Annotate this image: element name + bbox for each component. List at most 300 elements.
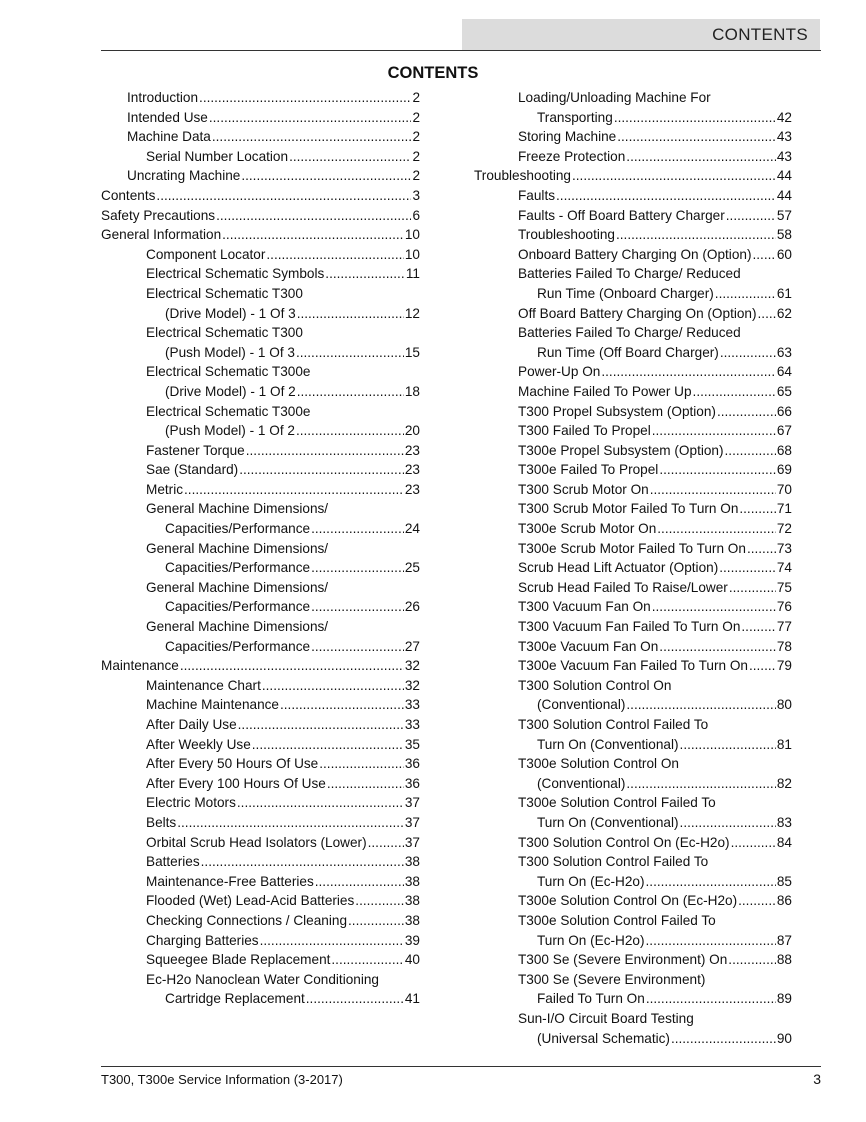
toc-entry[interactable] — [474, 362, 792, 382]
toc-entry-title: Troubleshooting — [518, 227, 615, 243]
toc-entry[interactable] — [101, 793, 420, 813]
toc-leader-dots — [297, 382, 404, 402]
toc-leader-dots — [311, 637, 404, 657]
toc-entry-title: Scrub Head Lift Actuator (Option) — [518, 560, 719, 576]
toc-entry[interactable] — [474, 950, 792, 970]
toc-entry[interactable] — [474, 911, 792, 931]
toc-entry-page: 25 — [404, 560, 420, 576]
toc-entry-page: 37 — [404, 814, 420, 830]
toc-entry[interactable] — [474, 382, 792, 402]
toc-entry-title: General Machine Dimensions/ — [146, 619, 329, 635]
toc-entry[interactable] — [101, 637, 420, 657]
toc-entry-title: Capacities/Performance — [165, 560, 311, 576]
toc-leader-dots — [216, 206, 411, 226]
toc-leader-dots — [572, 166, 776, 186]
toc-entry[interactable] — [474, 127, 792, 147]
toc-leader-dots — [657, 519, 776, 539]
toc-entry[interactable] — [101, 402, 420, 422]
header-label: CONTENTS — [712, 25, 808, 44]
toc-entry[interactable] — [474, 480, 792, 500]
toc-entry-page: 77 — [776, 619, 792, 635]
toc-entry-title: Charging Batteries — [146, 932, 259, 948]
toc-leader-dots — [180, 656, 404, 676]
toc-entry-page: 81 — [776, 736, 792, 752]
toc-entry[interactable] — [474, 813, 792, 833]
toc-entry-title: After Daily Use — [146, 717, 237, 732]
toc-entry-page: 84 — [776, 834, 792, 850]
toc-entry-title: Power-Up On — [518, 364, 601, 380]
toc-entry-page: 41 — [404, 991, 420, 1007]
toc-entry-page: 2 — [412, 109, 420, 125]
toc-leader-dots — [289, 147, 411, 167]
toc-entry[interactable] — [474, 833, 792, 853]
toc-entry-title: Batteries — [146, 854, 200, 870]
toc-entry-title: Flooded (Wet) Lead-Acid Batteries — [146, 893, 355, 909]
toc-entry-page: 35 — [404, 736, 420, 752]
toc-entry[interactable] — [101, 989, 420, 1009]
toc-entry-page: 38 — [404, 854, 420, 870]
toc-entry[interactable] — [474, 1029, 792, 1049]
toc-leader-dots — [212, 127, 412, 147]
toc-entry-title: Scrub Head Failed To Raise/Lower — [518, 579, 728, 595]
toc-entry[interactable] — [474, 617, 792, 637]
toc-entry[interactable] — [101, 362, 420, 382]
toc-entry-title: Turn On (Conventional) — [537, 736, 679, 752]
toc-leader-dots — [749, 656, 776, 676]
toc-leader-dots — [368, 833, 404, 853]
toc-entry-title: Loading/Unloading Machine For — [518, 90, 711, 105]
toc-entry-page: 89 — [776, 991, 792, 1007]
toc-entry-page: 75 — [776, 579, 792, 595]
toc-entry[interactable] — [101, 245, 420, 265]
toc-leader-dots — [311, 519, 404, 539]
toc-leader-dots — [739, 499, 776, 519]
toc-entry-title: Electrical Schematic T300e — [146, 364, 311, 380]
toc-entry-page: 23 — [404, 462, 420, 478]
toc-entry-page: 11 — [405, 266, 420, 282]
toc-entry-title: (Conventional) — [537, 775, 626, 791]
toc-entry-page: 23 — [404, 481, 420, 497]
toc-entry[interactable] — [101, 891, 420, 911]
toc-entry[interactable] — [474, 970, 792, 990]
toc-entry[interactable] — [474, 774, 792, 794]
toc-entry-title: Electrical Schematic T300 — [146, 285, 303, 301]
toc-leader-dots — [325, 264, 405, 284]
toc-entry-title: T300e Scrub Motor On — [518, 521, 657, 537]
toc-entry-title: Orbital Scrub Head Isolators (Lower) — [146, 834, 367, 850]
toc-entry-title: Capacities/Performance — [165, 521, 311, 537]
toc-entry-title: After Every 100 Hours Of Use — [146, 775, 326, 791]
toc-entry[interactable] — [101, 872, 420, 892]
toc-entry-title: Maintenance — [101, 658, 179, 674]
toc-leader-dots — [311, 597, 404, 617]
toc-entry[interactable] — [474, 166, 792, 186]
toc-entry[interactable] — [101, 656, 420, 676]
toc-leader-dots — [731, 833, 776, 853]
toc-entry-title: Ec-H2o Nanoclean Water Conditioning — [146, 971, 379, 987]
toc-entry[interactable] — [474, 872, 792, 892]
toc-entry[interactable] — [474, 735, 792, 755]
toc-entry-title: T300 Solution Control Failed To — [518, 854, 709, 870]
toc-entry-page: 63 — [776, 344, 792, 360]
toc-entry[interactable] — [474, 578, 792, 598]
toc-entry-title: Contents — [101, 187, 156, 203]
toc-entry-page: 88 — [776, 952, 792, 968]
toc-entry-page: 33 — [404, 717, 420, 732]
toc-entry-title: T300 Scrub Motor Failed To Turn On — [518, 501, 739, 517]
toc-entry-title: T300e Vacuum Fan On — [518, 638, 659, 654]
toc-leader-dots — [725, 441, 776, 461]
toc-leader-dots — [209, 108, 412, 128]
toc-entry-title: Freeze Protection — [518, 148, 626, 164]
toc-entry-page: 23 — [404, 442, 420, 458]
toc-entry-page: 36 — [404, 775, 420, 791]
toc-entry[interactable] — [474, 793, 792, 813]
toc-entry[interactable] — [474, 264, 792, 284]
toc-entry[interactable] — [101, 284, 420, 304]
toc-leader-dots — [726, 206, 776, 226]
toc-entry[interactable] — [101, 460, 420, 480]
toc-entry[interactable] — [101, 147, 420, 167]
toc-entry[interactable] — [474, 519, 792, 539]
toc-entry-page: 2 — [412, 129, 420, 145]
toc-entry[interactable] — [101, 421, 420, 441]
toc-entry[interactable] — [474, 695, 792, 715]
toc-entry-title: (Universal Schematic) — [537, 1030, 670, 1046]
toc-entry[interactable] — [101, 578, 420, 598]
toc-entry-title: General Machine Dimensions/ — [146, 540, 329, 556]
toc-entry[interactable] — [474, 304, 792, 324]
toc-entry[interactable] — [101, 539, 420, 559]
footer-rule — [101, 1066, 821, 1067]
toc-entry[interactable] — [101, 127, 420, 147]
page-title: CONTENTS — [387, 64, 479, 82]
toc-entry-page: 74 — [776, 560, 792, 576]
toc-leader-dots — [650, 480, 776, 500]
toc-entry-page: 40 — [404, 952, 420, 968]
toc-entry-title: Storing Machine — [518, 129, 617, 145]
toc-entry[interactable] — [101, 343, 420, 363]
toc-leader-dots — [252, 735, 404, 755]
toc-entry-title: T300 Scrub Motor On — [518, 481, 649, 497]
toc-entry-title: (Drive Model) - 1 Of 3 — [165, 305, 296, 321]
toc-leader-dots — [199, 88, 411, 108]
toc-entry[interactable] — [101, 852, 420, 872]
toc-entry-title: After Every 50 Hours Of Use — [146, 756, 319, 772]
toc-entry-title: T300 Vacuum Fan Failed To Turn On — [518, 619, 741, 635]
toc-entry[interactable] — [474, 1009, 792, 1029]
toc-entry[interactable] — [474, 147, 792, 167]
toc-entry[interactable] — [101, 754, 420, 774]
toc-entry[interactable] — [101, 911, 420, 931]
toc-leader-dots — [614, 108, 776, 128]
toc-entry-page: 2 — [412, 90, 420, 105]
toc-entry[interactable] — [101, 813, 420, 833]
toc-entry-title: (Drive Model) - 1 Of 2 — [165, 383, 296, 399]
toc-leader-dots — [280, 695, 404, 715]
toc-entry-page: 65 — [776, 383, 792, 399]
toc-entry-title: Metric — [146, 481, 184, 497]
toc-entry-page: 73 — [776, 540, 792, 556]
toc-entry[interactable] — [101, 931, 420, 951]
toc-entry[interactable] — [101, 186, 420, 206]
toc-leader-dots — [556, 186, 776, 206]
toc-entry-title: Fastener Torque — [146, 442, 245, 458]
toc-leader-dots — [626, 695, 775, 715]
toc-entry-page: 80 — [776, 697, 792, 713]
toc-entry-page: 83 — [776, 814, 792, 830]
toc-entry-title: Intended Use — [127, 109, 208, 125]
toc-leader-dots — [296, 343, 404, 363]
toc-entry[interactable] — [474, 88, 792, 108]
toc-leader-dots — [266, 245, 403, 265]
toc-leader-dots — [241, 166, 411, 186]
toc-leader-dots — [729, 578, 776, 598]
toc-entry-title: T300e Propel Subsystem (Option) — [518, 442, 724, 458]
toc-entry-title: Belts — [146, 814, 177, 830]
toc-entry-title: Off Board Battery Charging On (Option) — [518, 305, 757, 321]
toc-leader-dots — [260, 931, 404, 951]
toc-entry[interactable] — [101, 597, 420, 617]
toc-leader-dots — [238, 715, 404, 735]
toc-leader-dots — [306, 989, 404, 1009]
toc-leader-dots — [652, 597, 776, 617]
toc-entry[interactable] — [101, 519, 420, 539]
toc-entry-page: 44 — [776, 187, 792, 203]
toc-leader-dots — [717, 402, 776, 422]
toc-leader-dots — [741, 617, 775, 637]
toc-entry-page: 24 — [404, 521, 420, 537]
toc-entry[interactable] — [474, 539, 792, 559]
toc-leader-dots — [646, 872, 776, 892]
toc-entry-page: 72 — [776, 521, 792, 537]
toc-leader-dots — [752, 245, 775, 265]
toc-entry-page: 10 — [404, 227, 420, 243]
toc-leader-dots — [297, 304, 404, 324]
toc-leader-dots — [720, 343, 776, 363]
toc-entry[interactable] — [474, 558, 792, 578]
toc-entry[interactable] — [101, 676, 420, 696]
toc-entry-title: Onboard Battery Charging On (Option) — [518, 246, 752, 262]
toc-right-column — [474, 88, 792, 1048]
toc-entry[interactable] — [101, 774, 420, 794]
toc-entry[interactable] — [101, 558, 420, 578]
toc-leader-dots — [758, 304, 776, 324]
toc-entry-title: T300 Solution Control On (Ec-H2o) — [518, 834, 730, 850]
toc-leader-dots — [693, 382, 776, 402]
toc-entry-title: Machine Maintenance — [146, 697, 279, 713]
toc-entry-title: T300e Solution Control On (Ec-H2o) — [518, 893, 738, 909]
toc-leader-dots — [311, 558, 404, 578]
toc-entry-page: 90 — [776, 1030, 792, 1046]
toc-entry[interactable] — [101, 833, 420, 853]
toc-entry[interactable] — [474, 284, 792, 304]
toc-entry-title: T300e Solution Control Failed To — [518, 912, 716, 928]
toc-entry-title: Capacities/Performance — [165, 599, 311, 615]
toc-entry[interactable] — [474, 323, 792, 343]
toc-leader-dots — [184, 480, 404, 500]
toc-leader-dots — [222, 225, 404, 245]
toc-entry[interactable] — [474, 402, 792, 422]
toc-entry-page: 26 — [404, 599, 420, 615]
toc-entry[interactable] — [474, 597, 792, 617]
toc-leader-dots — [626, 774, 775, 794]
toc-leader-dots — [747, 539, 776, 559]
toc-entry-title: Faults — [518, 187, 556, 203]
toc-leader-dots — [331, 950, 403, 970]
toc-leader-dots — [177, 813, 404, 833]
toc-entry[interactable] — [474, 989, 792, 1009]
toc-entry[interactable] — [101, 382, 420, 402]
toc-entry[interactable] — [101, 108, 420, 128]
toc-entry-title: Turn On (Ec-H2o) — [537, 932, 645, 948]
toc-entry-title: Maintenance Chart — [146, 677, 261, 693]
toc-entry[interactable] — [101, 950, 420, 970]
toc-entry[interactable] — [474, 441, 792, 461]
toc-leader-dots — [659, 637, 776, 657]
toc-entry-title: Serial Number Location — [146, 148, 289, 164]
toc-leader-dots — [239, 460, 404, 480]
toc-entry-title: Troubleshooting — [474, 168, 571, 184]
toc-entry[interactable] — [474, 637, 792, 657]
toc-entry[interactable] — [474, 421, 792, 441]
toc-entry-title: T300 Vacuum Fan On — [518, 599, 651, 615]
toc-entry-page: 32 — [404, 677, 420, 693]
toc-entry-page: 2 — [412, 148, 420, 164]
toc-entry[interactable] — [474, 852, 792, 872]
toc-entry[interactable] — [474, 715, 792, 735]
toc-entry[interactable] — [474, 245, 792, 265]
toc-entry-page: 61 — [776, 285, 792, 301]
toc-entry[interactable] — [101, 166, 420, 186]
toc-entry-page: 67 — [776, 423, 792, 439]
toc-entry-title: T300 Failed To Propel — [518, 423, 651, 439]
toc-entry[interactable] — [101, 480, 420, 500]
toc-leader-dots — [156, 186, 411, 206]
toc-entry[interactable] — [101, 695, 420, 715]
toc-entry[interactable] — [101, 617, 420, 637]
toc-leader-dots — [355, 891, 404, 911]
toc-entry-title: Run Time (Off Board Charger) — [537, 344, 719, 360]
toc-leader-dots — [646, 989, 776, 1009]
toc-leader-dots — [327, 774, 404, 794]
toc-leader-dots — [246, 441, 404, 461]
toc-entry-title: Turn On (Conventional) — [537, 814, 679, 830]
toc-entry-page: 87 — [776, 932, 792, 948]
toc-entry[interactable] — [474, 225, 792, 245]
toc-entry-title: (Push Model) - 1 Of 2 — [165, 423, 295, 439]
toc-entry[interactable] — [101, 206, 420, 226]
toc-leader-dots — [659, 460, 776, 480]
toc-entry-title: Turn On (Ec-H2o) — [537, 873, 645, 889]
toc-leader-dots — [296, 421, 404, 441]
toc-entry-page: 78 — [776, 638, 792, 654]
toc-entry-title: T300 Se (Severe Environment) On — [518, 952, 728, 968]
toc-entry-page: 66 — [776, 403, 792, 419]
toc-entry[interactable] — [101, 715, 420, 735]
toc-entry-page: 60 — [776, 246, 792, 262]
toc-entry-title: (Conventional) — [537, 697, 626, 713]
toc-entry[interactable] — [101, 264, 420, 284]
toc-entry-title: T300 Se (Severe Environment) — [518, 971, 706, 987]
toc-leader-dots — [626, 147, 776, 167]
toc-entry[interactable] — [101, 735, 420, 755]
footer-doc-info: T300, T300e Service Information (3-2017) — [101, 1072, 343, 1087]
toc-entry-title: Uncrating Machine — [127, 168, 241, 184]
toc-entry[interactable] — [474, 676, 792, 696]
toc-entry-title: T300e Vacuum Fan Failed To Turn On — [518, 658, 748, 674]
toc-entry-title: Failed To Turn On — [537, 991, 645, 1007]
toc-entry-title: Machine Failed To Power Up — [518, 383, 692, 399]
toc-entry-page: 37 — [404, 834, 420, 850]
toc-entry-title: Run Time (Onboard Charger) — [537, 285, 714, 301]
toc-entry[interactable] — [474, 656, 792, 676]
page-number: 3 — [813, 1071, 821, 1087]
toc-entry-title: Electrical Schematic T300e — [146, 403, 311, 419]
toc-entry-page: 18 — [404, 383, 420, 399]
toc-entry[interactable] — [101, 441, 420, 461]
toc-entry-title: (Push Model) - 1 Of 3 — [165, 344, 295, 360]
toc-entry[interactable] — [474, 931, 792, 951]
toc-entry[interactable] — [474, 891, 792, 911]
toc-entry-page: 43 — [776, 129, 792, 145]
header-rule — [101, 50, 821, 51]
toc-entry-page: 69 — [776, 462, 792, 478]
toc-leader-dots — [319, 754, 404, 774]
toc-entry[interactable] — [101, 499, 420, 519]
toc-leader-dots — [237, 793, 404, 813]
toc-entry[interactable] — [101, 88, 420, 108]
toc-entry-title: Checking Connections / Cleaning — [146, 912, 348, 928]
toc-entry[interactable] — [474, 460, 792, 480]
toc-entry-title: T300 Solution Control On — [518, 677, 672, 693]
toc-entry[interactable] — [474, 343, 792, 363]
toc-entry[interactable] — [474, 108, 792, 128]
toc-entry[interactable] — [474, 499, 792, 519]
toc-entry[interactable] — [101, 323, 420, 343]
toc-entry-page: 6 — [412, 207, 420, 223]
toc-entry-page: 64 — [776, 364, 792, 380]
toc-entry-title: Electrical Schematic T300 — [146, 325, 303, 341]
toc-entry[interactable] — [474, 186, 792, 206]
toc-leader-dots — [315, 872, 404, 892]
toc-entry-page: 68 — [776, 442, 792, 458]
toc-entry[interactable] — [474, 754, 792, 774]
toc-entry-title: Cartridge Replacement — [165, 991, 305, 1007]
toc-entry-title: General Information — [101, 227, 222, 243]
toc-entry[interactable] — [474, 206, 792, 226]
toc-entry[interactable] — [101, 970, 420, 990]
toc-entry-title: Batteries Failed To Charge/ Reduced — [518, 266, 741, 282]
toc-entry-title: T300 Solution Control Failed To — [518, 717, 709, 732]
toc-entry-title: Sae (Standard) — [146, 462, 239, 478]
toc-leader-dots — [671, 1029, 776, 1049]
toc-leader-dots — [715, 284, 776, 304]
toc-leader-dots — [738, 891, 776, 911]
toc-entry-page: 44 — [776, 168, 792, 184]
toc-entry[interactable] — [101, 304, 420, 324]
toc-entry-page: 10 — [404, 246, 420, 262]
toc-entry-title: T300e Solution Control Failed To — [518, 795, 716, 811]
toc-entry-title: Maintenance-Free Batteries — [146, 873, 314, 889]
toc-entry[interactable] — [101, 225, 420, 245]
toc-entry-title: T300e Failed To Propel — [518, 462, 659, 478]
toc-entry-page: 86 — [776, 893, 792, 909]
toc-entry-title: Squeegee Blade Replacement — [146, 952, 331, 968]
toc-entry-page: 3 — [412, 187, 420, 203]
toc-left-column — [101, 88, 420, 1009]
toc-entry-title: T300e Scrub Motor Failed To Turn On — [518, 540, 746, 556]
